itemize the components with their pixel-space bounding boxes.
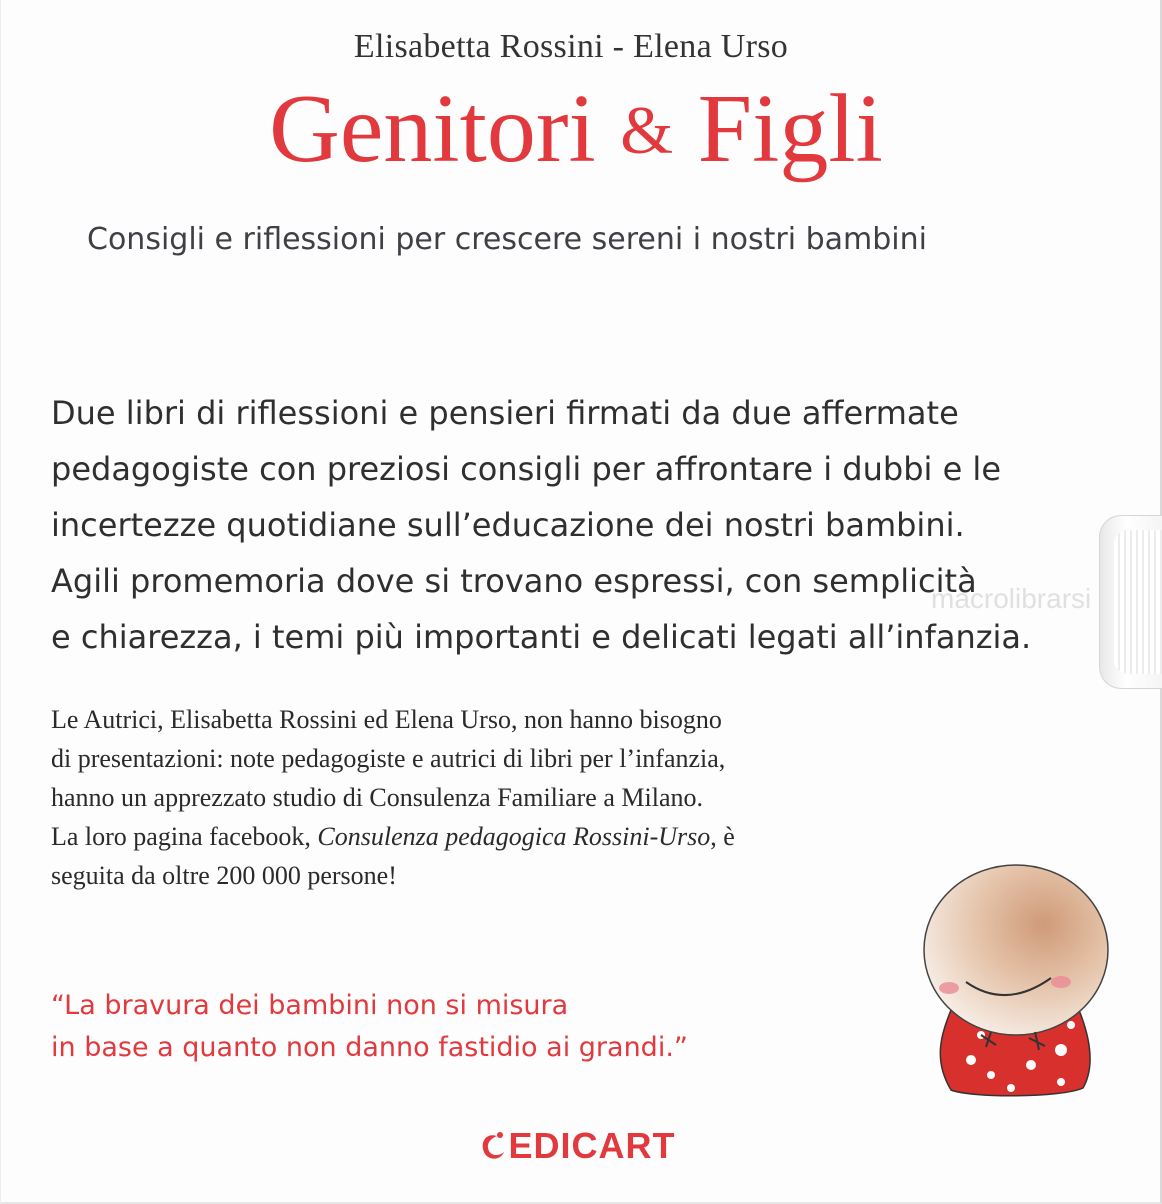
authors: Elisabetta Rossini - Elena Urso bbox=[353, 28, 789, 65]
title-part-1: Genitori bbox=[269, 75, 596, 183]
watermark: macrolibrarsi bbox=[931, 583, 1092, 614]
facebook-page-name: Consulenza pedagogica Rossini-Urso bbox=[317, 822, 711, 851]
bio-text: La loro pagina facebook, bbox=[51, 822, 318, 851]
authors-bio bbox=[51, 700, 851, 895]
subtitle: Consigli e riflessioni per crescere sereni i nostri bambini bbox=[87, 222, 927, 257]
intro-line: incertezze quotidiane sull’educazione dei nostri bambini. bbox=[51, 506, 965, 544]
quote bbox=[51, 985, 751, 1069]
publisher-logo bbox=[1, 1125, 1151, 1167]
title-ampersand: & bbox=[620, 92, 674, 168]
bio-text: , è bbox=[710, 822, 735, 851]
book-title bbox=[1, 75, 1151, 183]
edicart-swirl-icon bbox=[477, 1130, 507, 1164]
quote-line: “La bravura dei bambini non si misura bbox=[51, 990, 569, 1021]
bio-line: hanno un apprezzato studio di Consulenza Familiare a Milano. bbox=[51, 783, 703, 812]
intro-line: pedagogiste con preziosi consigli per affrontare i dubbi e le bbox=[51, 450, 1001, 488]
intro-line: Agili promemoria dove si trovano espressi, con semplicità bbox=[51, 562, 977, 600]
bio-line bbox=[51, 817, 851, 856]
title-part-2: Figli bbox=[697, 75, 883, 183]
slipcase-opening bbox=[1099, 515, 1162, 689]
intro-line: Due libri di riflessioni e pensieri firmati da due affermate bbox=[51, 394, 959, 432]
bio-line: seguita da oltre 200 000 persone! bbox=[51, 861, 397, 890]
publisher-name: EDICART bbox=[508, 1125, 676, 1166]
bio-line: di presentazioni: note pedagogiste e autrici di libri per l’infanzia, bbox=[51, 744, 726, 773]
quote-line: in base a quanto non danno fastidio ai grandi.” bbox=[51, 1032, 688, 1063]
bio-line: Le Autrici, Elisabetta Rossini ed Elena Urso, non hanno bisogno bbox=[51, 705, 722, 734]
intro-paragraph bbox=[51, 385, 1091, 665]
child-character-illustration bbox=[911, 860, 1121, 1100]
intro-line: e chiarezza, i temi più importanti e delicati legati all’infanzia. bbox=[51, 618, 1032, 656]
